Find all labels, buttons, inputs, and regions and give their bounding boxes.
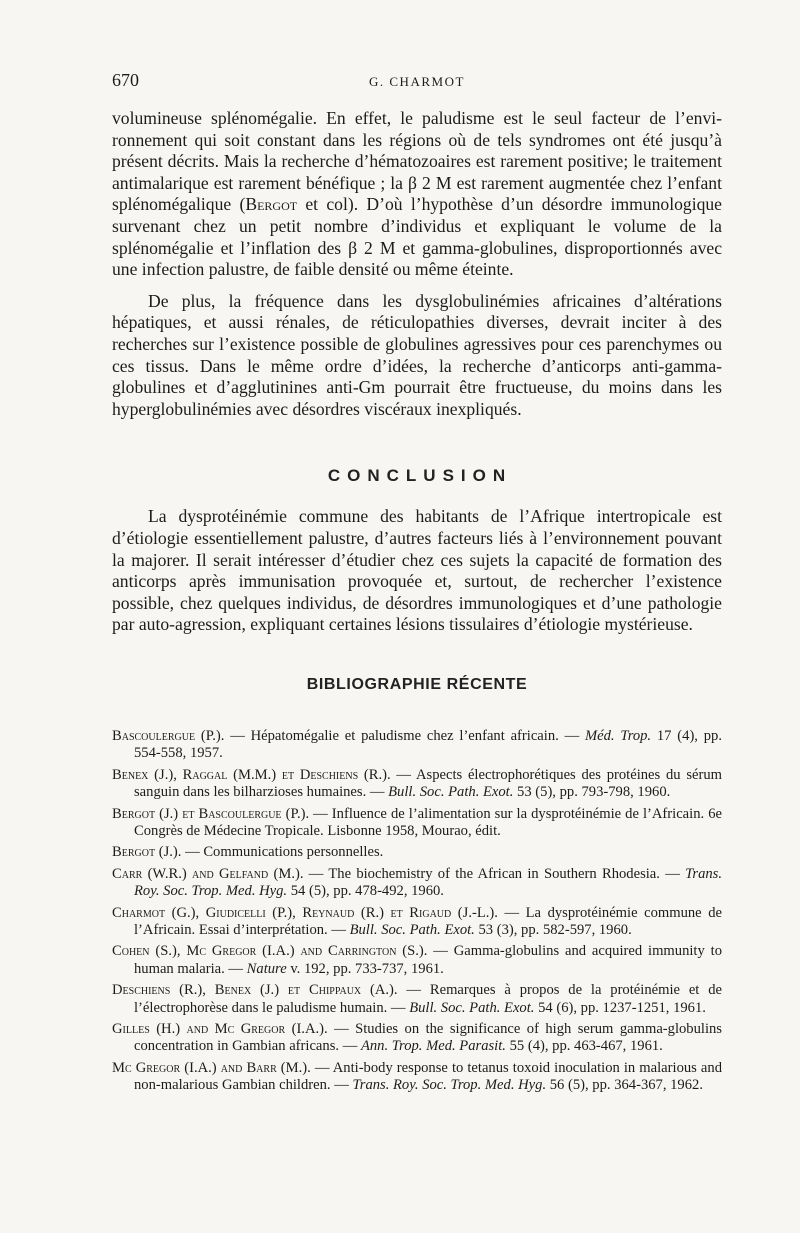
reference-details: 54 (6), pp. 1237-1251, 1961. xyxy=(534,999,706,1016)
reference-item xyxy=(112,866,722,901)
paragraph-1-text: volumineuse splénomégalie. En effet, le paludisme est le seul facteur de l’envi-ronnement qui soit constant dans les régions où de tels syndromes ont été jusqu’à présent décrits. Mais la recherche d’hématozoaires est rarement positive; le traitement antimalarique est rarement bénéfique ; la β 2 M est rarement augmentée chez l’enfant splénomégalique ( xyxy=(112,108,722,215)
reference-authors: Carr (W.R.) and Gelfand (M.). xyxy=(112,865,304,882)
reference-item xyxy=(112,1021,722,1056)
conclusion-section xyxy=(112,506,722,636)
reference-authors: Gilles (H.) and Mc Gregor (I.A.). xyxy=(112,1020,328,1037)
conclusion-paragraph: La dysprotéinémie commune des habitants de l’Afrique intertropicale est d’étiologie essentiellement palustre, d’autres facteurs liés à l’environnement pouvant la majorer. Il serait intéresser d’étudier chez ces sujets la capacité de formation des anticorps après immunisation provoquée et, surtout, de rechercher l’existence possible, chez quelques individus, de désordres immunologiques et d’une pathologie par auto-agression, expliquant certaines lésions tissulaires d’étiologie mystérieuse. xyxy=(112,506,722,635)
reference-text: — Anti-body response to tetanus toxoid inoculation in malarious and non-malarious Gambian children. — xyxy=(134,1059,722,1094)
running-head-author: G. CHARMOT xyxy=(369,74,465,89)
reference-source: Bull. Soc. Path. Exot. xyxy=(388,784,514,801)
paragraph-1-end: et col). D’où l’hypothèse d’un désordre immunologique survenant chez un petit nombre d’individus et expliquant le volume de la splénomégalie et l’inflation des β 2 M et gamma-globulines, disproportionnés avec une infection palustre, de faible densité ou même éteinte. xyxy=(112,194,722,280)
paragraph-2: De plus, la fréquence dans les dysglobulinémies africaines d’altérations hépatiques, et aussi rénales, de réticulopathies diverses, devrait inciter à des recherches sur l’existence possible de globulines agressives pour ces parenchymes ou ces tissus. Dans le même ordre d’idées, la recherche d’anticorps anti-gamma-globulines et d’agglutinines anti-Gm pourrait être fructueuse, du moins dans les hyperglobulinémies avec désordres viscéraux inexpliqués. xyxy=(112,290,722,419)
reference-source: Trans. Roy. Soc. Trop. Med. Hyg. xyxy=(134,865,722,900)
reference-details: 17 (4), pp. 554-558, 1957. xyxy=(134,727,722,762)
reference-source: Ann. Trop. Med. Parasit. xyxy=(360,1038,506,1055)
reference-details: 56 (5), pp. 364-367, 1962. xyxy=(546,1077,703,1094)
reference-item xyxy=(112,844,722,861)
reference-item xyxy=(112,982,722,1017)
bibliography-heading: BIBLIOGRAPHIE RÉCENTE xyxy=(306,675,528,693)
reference-source: Bull. Soc. Path. Exot. xyxy=(409,999,535,1016)
reference-authors: Cohen (S.), Mc Gregor (I.A.) and Carrington (S.). xyxy=(112,943,428,960)
reference-item xyxy=(112,1060,722,1095)
reference-authors: Bergot (J.) et Bascoulergue (P.). xyxy=(112,805,310,822)
reference-authors: Bascoulergue (P.). xyxy=(112,727,225,744)
reference-source: Méd. Trop. xyxy=(585,727,652,744)
conclusion-heading: CONCLUSION xyxy=(327,466,513,486)
reference-details: 54 (5), pp. 478-492, 1960. xyxy=(287,883,444,900)
reference-authors: Deschiens (R.), Benex (J.) et Chippaux (A.). xyxy=(112,982,398,999)
reference-details: 55 (4), pp. 463-467, 1961. xyxy=(505,1038,663,1055)
reference-details: 53 (3), pp. 582-597, 1960. xyxy=(474,921,632,938)
reference-item xyxy=(112,943,722,978)
reference-item xyxy=(112,806,722,841)
page-number: 670 xyxy=(112,70,139,90)
body-text xyxy=(112,108,722,420)
reference-details: v. 192, pp. 733-737, 1961. xyxy=(286,960,444,977)
running-head xyxy=(112,66,722,94)
page xyxy=(112,66,722,1099)
reference-item xyxy=(112,767,722,802)
reference-text: — Studies on the significance of high serum gamma-globulins concentration in Gambian africans. — xyxy=(134,1020,722,1055)
reference-source: Trans. Roy. Soc. Trop. Med. Hyg. xyxy=(352,1077,547,1094)
reference-text: — Aspects électrophorétiques des protéines du sérum sanguin dans les bilharzioses humaines. — xyxy=(134,766,723,801)
reference-text: — Communications personnelles. xyxy=(181,844,384,861)
reference-authors: Bergot (J.). xyxy=(112,844,182,861)
reference-authors: Benex (J.), Raggal (M.M.) et Deschiens (R.). xyxy=(112,766,391,783)
reference-text: — Hépatomégalie et paludisme chez l’enfant africain. — xyxy=(224,727,585,744)
reference-source: Nature xyxy=(246,960,287,977)
reference-text: — Gamma-globulins and acquired immunity to human malaria. — xyxy=(134,943,722,977)
reference-source: Bull. Soc. Path. Exot. xyxy=(349,921,475,938)
reference-text: — The biochemistry of the African in Southern Rhodesia. — xyxy=(303,865,686,882)
bibliography-list xyxy=(112,728,722,1095)
reference-details: 53 (5), pp. 793-798, 1960. xyxy=(513,784,671,801)
reference-text: — La dysprotéinémie commune de l’Africain. Essai d’interprétation. — xyxy=(134,904,722,938)
author-name-bergot: Bergot xyxy=(245,194,298,215)
reference-text: — Remarques à propos de la protéinémie et de l’électrophorèse dans le paludisme humain. — xyxy=(134,982,722,1016)
reference-authors: Mc Gregor (I.A.) and Barr (M.). xyxy=(112,1059,311,1076)
reference-item xyxy=(112,728,722,763)
reference-item xyxy=(112,905,722,940)
reference-authors: Charmot (G.), Giudicelli (P.), Reynaud (R.) et Rigaud (J.-L.). xyxy=(112,904,498,921)
reference-text: — Influence de l’alimentation sur la dysprotéinémie de l’Africain. 6e Congrès de Médecine Tropicale. Lisbonne 1958, Mourao, édit. xyxy=(134,805,722,839)
paragraph-1 xyxy=(112,108,722,281)
